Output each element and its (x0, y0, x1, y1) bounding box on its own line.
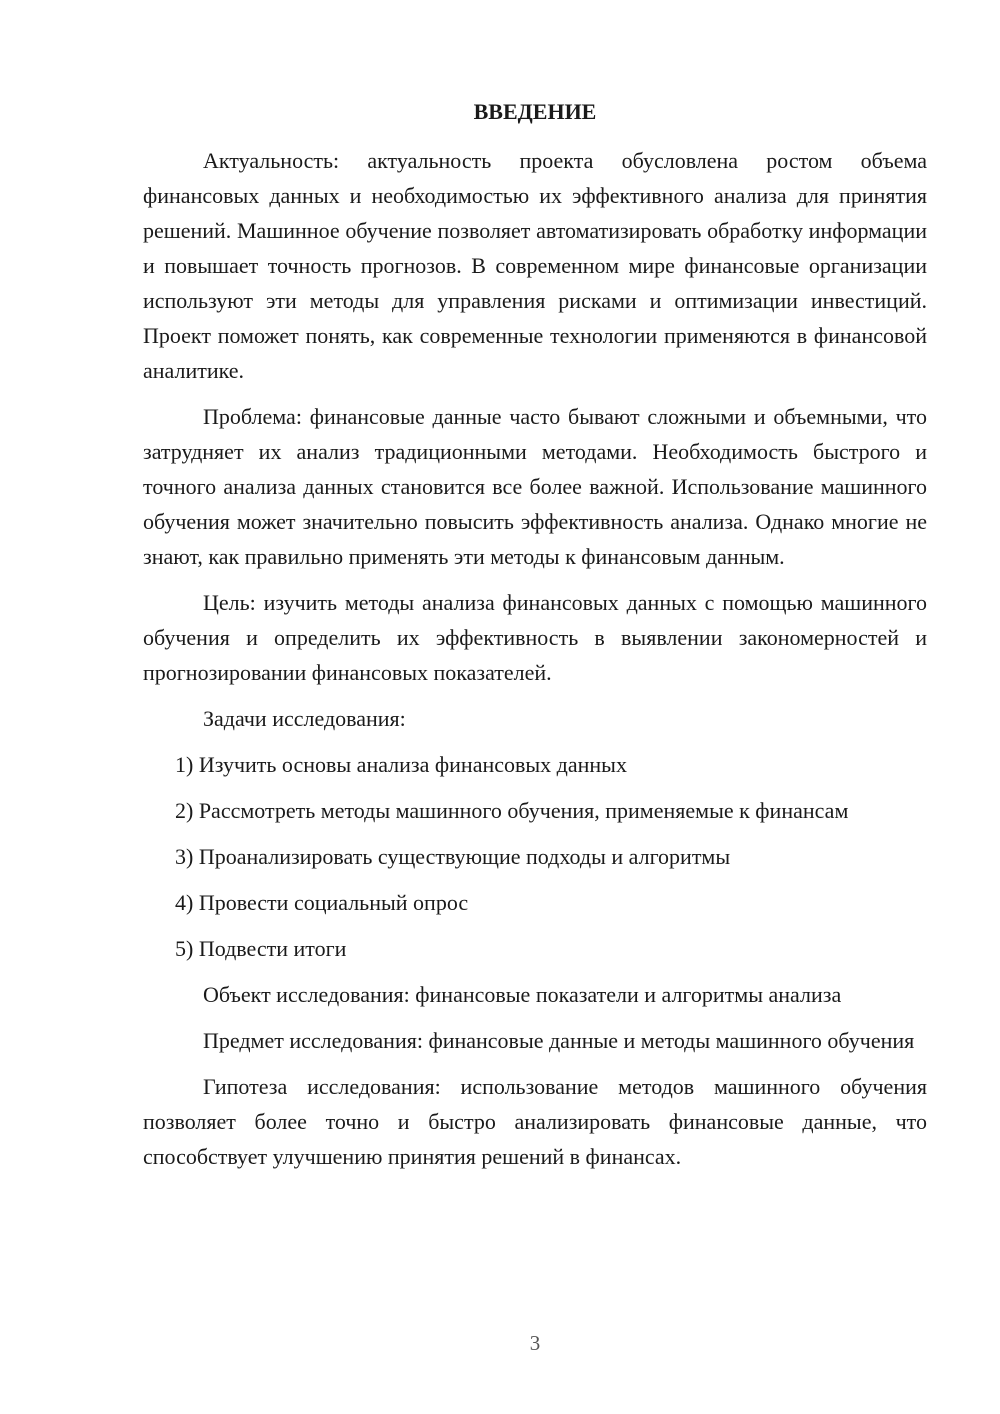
tasks-heading: Задачи исследования: (203, 706, 406, 731)
page-body (143, 94, 927, 1174)
hypothesis-paragraph: Гипотеза исследования: использование методов машинного обучения позволяет более точно и быстро анализировать финансовые данные, что способствует улучшению принятия решений в финансах. (143, 1074, 927, 1169)
goal-paragraph: Цель: изучить методы анализа финансовых данных с помощью машинного обучения и определить их эффективность в выявлении закономерностей и прогнозировании финансовых показателей. (143, 590, 927, 685)
page-number: 3 (529, 1331, 541, 1355)
section-title: ВВЕДЕНИЕ (473, 99, 597, 124)
task-item-2: 2) Рассмотреть методы машинного обучения, применяемые к финансам (175, 798, 849, 823)
task-item-1: 1) Изучить основы анализа финансовых данных (175, 752, 627, 777)
task-item-5: 5) Подвести итоги (175, 936, 347, 961)
problem-paragraph: Проблема: финансовые данные часто бывают сложными и объемными, что затрудняет их анализ традиционными методами. Необходимость быстрого и точного анализа данных становится все более важной. Использование машинного обучения может значительно повысить эффективность анализа. Однако многие не знают, как правильно применять эти методы к финансовым данным. (143, 404, 927, 569)
relevance-paragraph: Актуальность: актуальность проекта обусловлена ростом объема финансовых данных и необходимостью их эффективного анализа для принятия решений. Машинное обучение позволяет автоматизировать обработку информации и повышает точность прогнозов. В современном мире финансовые организации используют эти методы для управления рисками и оптимизации инвестиций. Проект поможет понять, как современные технологии применяются в финансовой аналитике. (143, 148, 927, 383)
object-paragraph: Объект исследования: финансовые показатели и алгоритмы анализа (203, 982, 842, 1007)
task-item-4: 4) Провести социальный опрос (175, 890, 469, 915)
subject-paragraph: Предмет исследования: финансовые данные и методы машинного обучения (203, 1028, 915, 1053)
task-item-3: 3) Проанализировать существующие подходы и алгоритмы (175, 844, 731, 869)
